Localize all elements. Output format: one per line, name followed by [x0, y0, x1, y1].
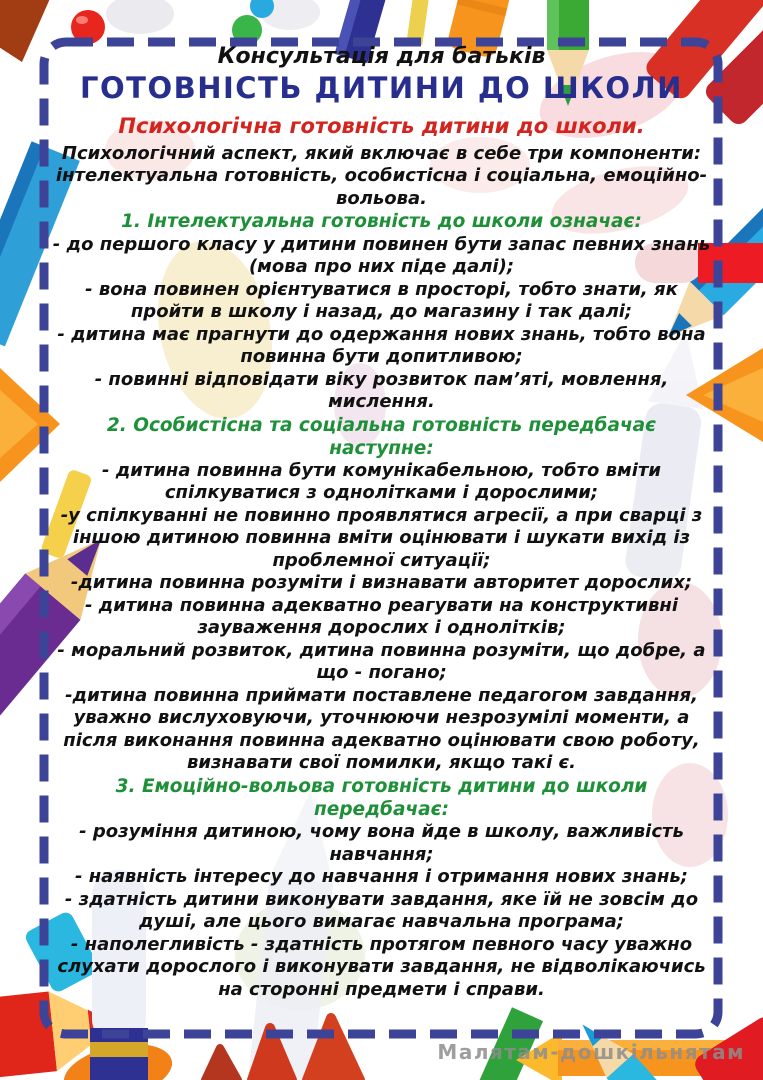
section-personal-social-readiness: [52, 414, 711, 775]
document-subtitle: Консультація для батьків: [217, 44, 546, 69]
list-item: -дитина повинна розуміти і визнавати авторитет дорослих;: [70, 572, 693, 594]
section-items: [52, 460, 711, 775]
site-watermark: Малятам-дошкільнятам: [437, 1040, 745, 1064]
section-items: [52, 234, 711, 414]
list-item: - здатність дитини виконувати завдання, яке їй не зовсім до душі, але цього вимагає навчальна програма;: [64, 888, 699, 933]
list-item: - повинні відповідати віку розвиток пам’яті, мовлення, мислення.: [94, 368, 669, 413]
red-ball-decoration: [71, 0, 174, 44]
list-item: - дитина повинна бути комунікабельною, тобто вміти спілкуватися з однолітками і дорослими;: [102, 459, 661, 504]
section-emotional-volitional-readiness: [52, 775, 711, 1001]
list-item: - наявність інтересу до навчання і отримання нових знань;: [74, 866, 688, 888]
lead-heading: Психологічна готовність дитини до школи.: [118, 113, 645, 138]
list-item: -у спілкуванні не повинно проявлятися агресії, а при сварці з іншою дитиною повинна вміти оцінювати і шукати вихід із проблемної ситуації;: [60, 504, 703, 571]
list-item: - до першого класу у дитини повинен бути запас певних знань (мова про них піде далі);: [52, 233, 711, 278]
list-item: - вона повинен орієнтуватися в просторі, тобто знати, як пройти в школу і назад, до магазину і так далі;: [85, 278, 678, 323]
page-title: ГОТОВНІСТЬ ДИТИНИ ДО ШКОЛИ: [80, 71, 683, 106]
list-item: - дитина має прагнути до одержання нових знань, тобто вона повинна бути допитливою;: [57, 323, 706, 368]
section-heading: 2. Особистісна та соціальна готовність передбачає наступне:: [106, 414, 657, 459]
list-item: - дитина повинна адекватно реагувати на конструктивні зауваження дорослих і однолітків;: [84, 594, 679, 639]
section-heading: 1. Інтелектуальна готовність до школи означає:: [121, 211, 642, 233]
yellow-pencil-top: [406, 0, 431, 45]
document-body: [52, 44, 711, 1001]
list-item: - моральний розвиток, дитина повинна розуміти, що добре, а що - погано;: [57, 639, 706, 684]
list-item: - розуміння дитиною, чому вона йде в школу, важливість навчання;: [79, 821, 684, 865]
crayon-top-left-corner: [0, 0, 52, 62]
list-item: - наполегливість - здатність протягом певного часу уважно слухати дорослого і виконувати завдання, не відволікаючись на сторонні предмети і справи.: [57, 933, 706, 1000]
list-item: -дитина повинна приймати поставлене педагогом завдання, уважно вислуховуючи, уточнюючи незрозумілі моменти, а після виконання повинна адекватно оцінювати свою роботу, визнавати свої помилки, якщо такі є.: [63, 684, 700, 774]
intro-paragraph: Психологічний аспект, який включає в себе три компоненти: інтелектуальна готовність, особистісна і соціальна, емоційно-вольова.: [55, 142, 708, 209]
section-intellectual-readiness: [52, 210, 711, 413]
section-heading: 3. Емоційно-вольова готовність дитини до школи передбачає:: [115, 775, 648, 820]
section-items: [52, 821, 711, 1001]
orange-pencil-tip-left: [0, 368, 60, 482]
green-ball-decoration: [232, 0, 320, 45]
